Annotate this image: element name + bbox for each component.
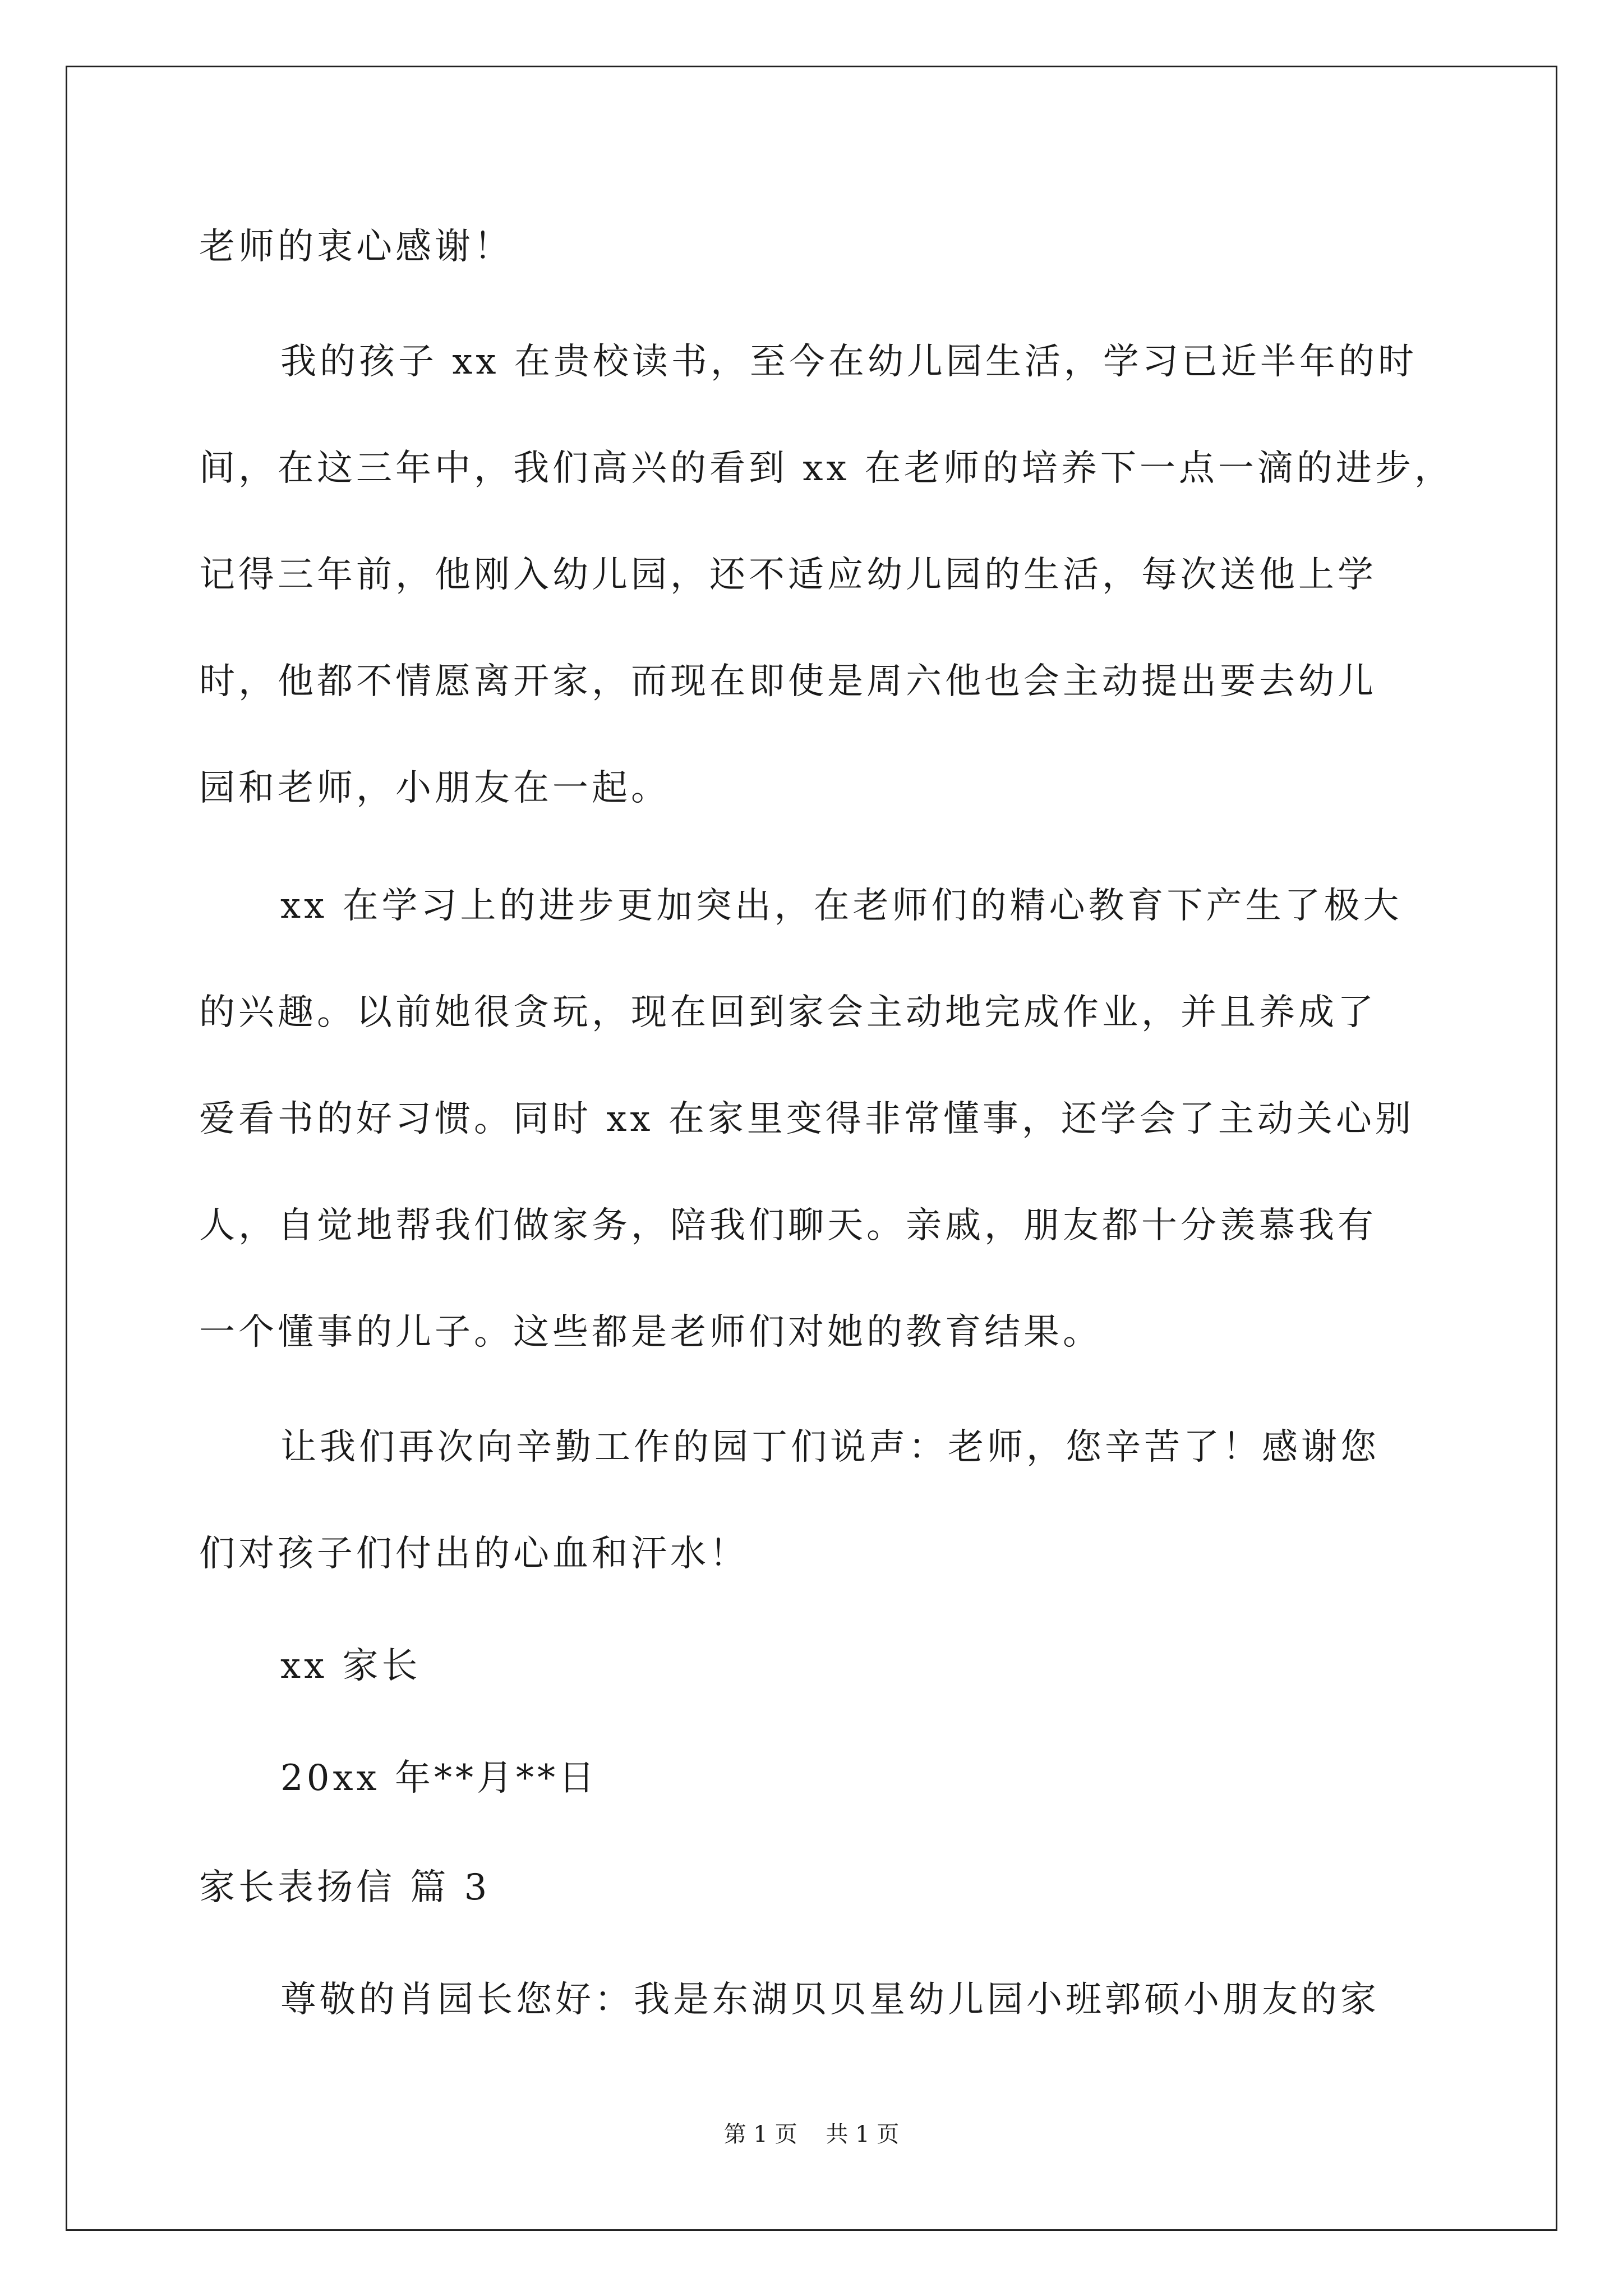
text-line-7: xx 在学习上的进步更加突出，在老师们的精心教育下产生了极大	[280, 885, 1403, 927]
text-line-11: 一个懂事的儿子。这些都是老师们对她的教育结果。	[199, 1312, 1102, 1353]
text-line-9: 爱看书的好习惯。同时 xx 在家里变得非常懂事，还学会了主动关心别	[199, 1098, 1414, 1140]
text-line-1: 老师的衷心感谢！	[199, 226, 513, 268]
page-footer: 第 1 页 共 1 页	[723, 2122, 900, 2147]
text-line-8: 的兴趣。以前她很贪玩，现在回到家会主动地完成作业，并且养成了	[199, 992, 1377, 1033]
text-line-6: 园和老师，小朋友在一起。	[199, 767, 670, 809]
text-line-12: 让我们再次向辛勤工作的园丁们说声：老师，您辛苦了！感谢您	[280, 1427, 1380, 1468]
date-line: 20xx 年**月**日	[280, 1757, 598, 1799]
signature-line: xx 家长	[280, 1645, 421, 1687]
text-line-17: 尊敬的肖园长您好：我是东湖贝贝星幼儿园小班郭硕小朋友的家	[280, 1979, 1380, 2021]
section-heading: 家长表扬信 篇 3	[199, 1867, 491, 1908]
text-line-5: 时，他都不情愿离开家，而现在即使是周六他也会主动提出要去幼儿	[199, 661, 1377, 702]
text-line-4: 记得三年前，他刚入幼儿园，还不适应幼儿园的生活，每次送他上学	[199, 554, 1377, 596]
text-line-3: 间，在这三年中，我们高兴的看到 xx 在老师的培养下一点一滴的进步，	[199, 448, 1454, 489]
text-line-2: 我的孩子 xx 在贵校读书，至今在幼儿园生活，学习已近半年的时	[280, 341, 1417, 383]
text-line-13: 们对孩子们付出的心血和汗水！	[199, 1533, 749, 1575]
text-line-10: 人，自觉地帮我们做家务，陪我们聊天。亲戚，朋友都十分羡慕我有	[199, 1205, 1377, 1246]
